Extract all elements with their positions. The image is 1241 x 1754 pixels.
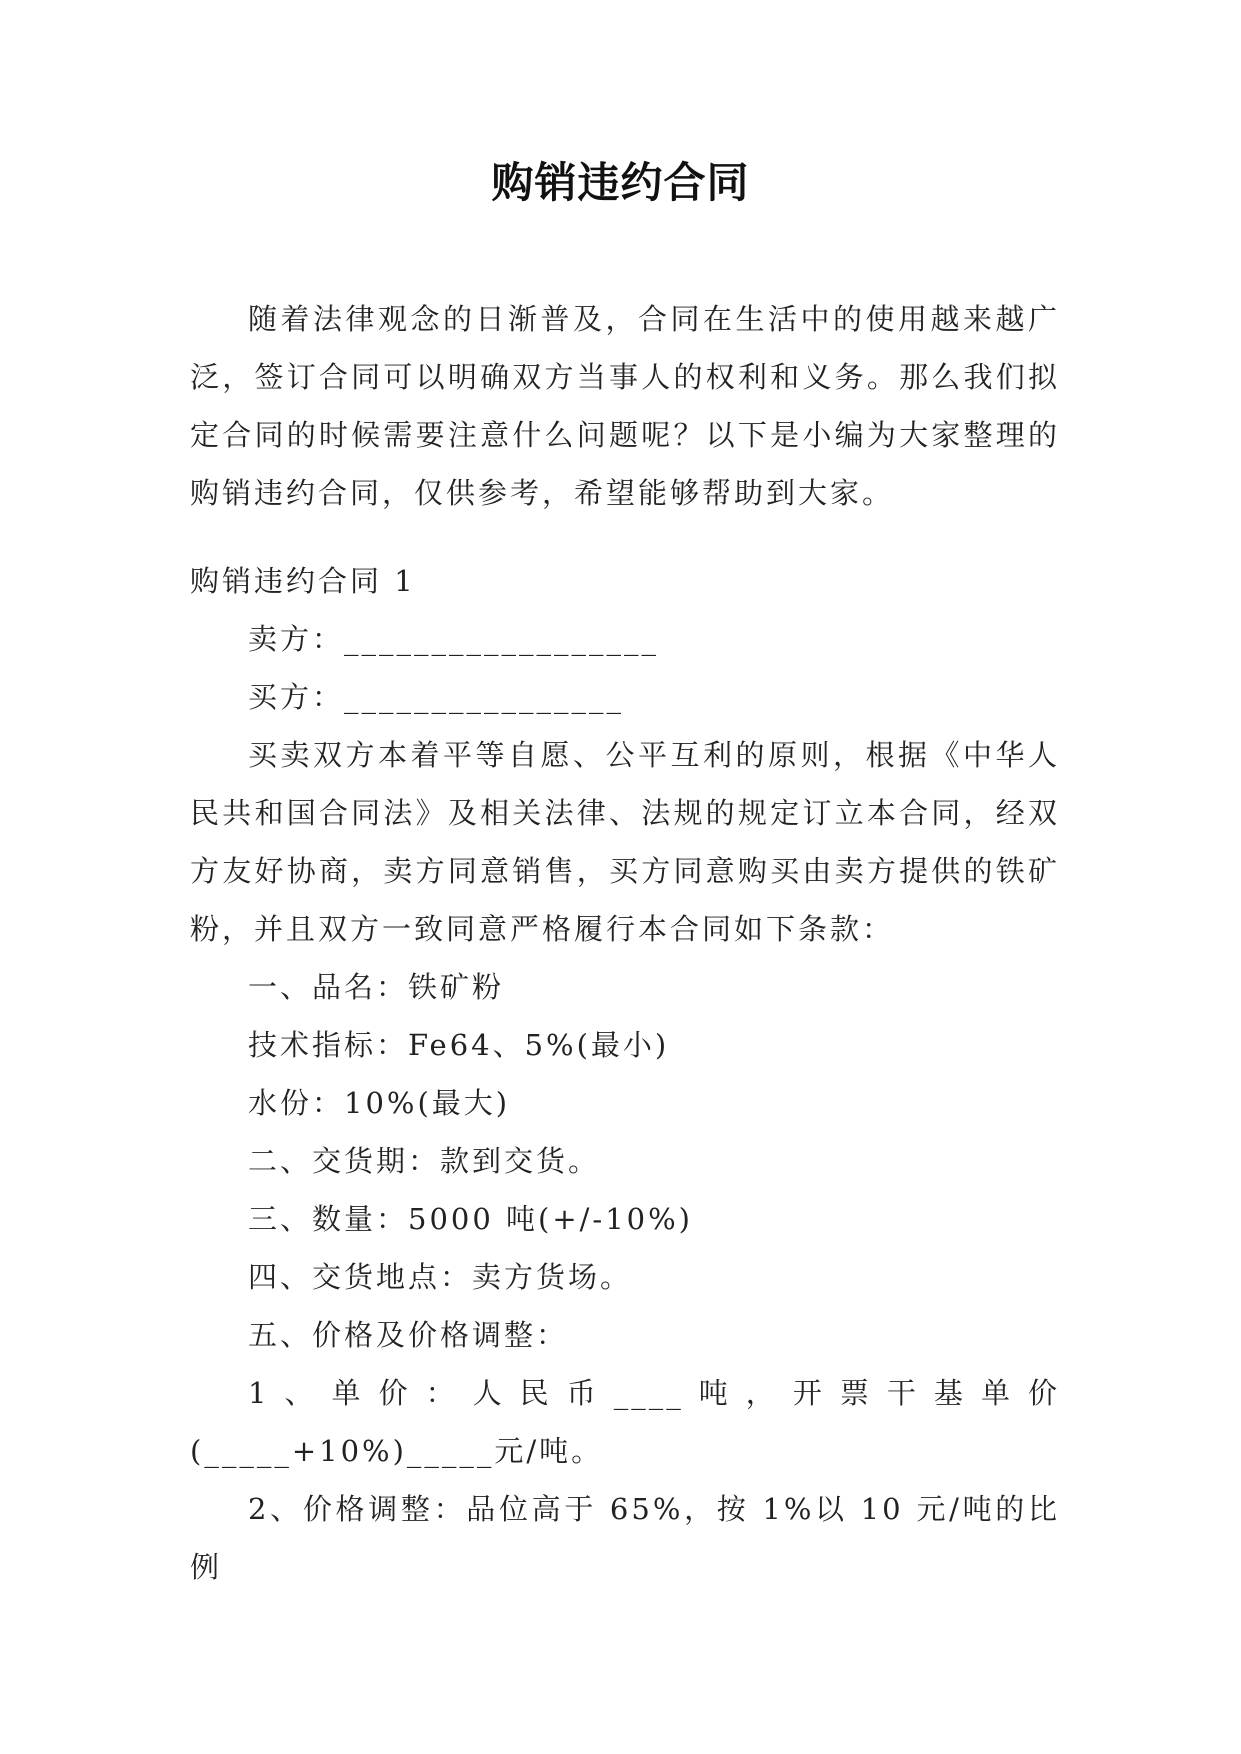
clause-delivery-place: 四、交货地点：卖方货场。 <box>248 1260 633 1294</box>
clause-product-name: 一、品名：铁矿粉 <box>248 970 505 1004</box>
clause-price-adjustment: 2、价格调整：品位高于 65%，按 1%以 10 元/吨的比例 <box>190 1492 1060 1584</box>
clause-price-heading: 五、价格及价格调整： <box>248 1318 569 1352</box>
clause-delivery-period: 二、交货期：款到交货。 <box>248 1144 601 1178</box>
clause-unit-price: 1、单价：人民币____吨，开票干基单价(_____+10%)_____元/吨。 <box>190 1376 1060 1468</box>
document-title: 购销违约合同 <box>491 158 750 207</box>
intro-paragraph: 随着法律观念的日渐普及，合同在生活中的使用越来越广泛，签订合同可以明确双方当事人的权利和义务。那么我们拟定合同的时候需要注意什么问题呢？以下是小编为大家整理的购销违约合同，仅供参考，希望能够帮助到大家。 <box>190 302 1060 510</box>
clause-moisture: 水份：10%(最大) <box>248 1086 511 1120</box>
clause-tech-spec: 技术指标：Fe64、5%(最小) <box>248 1028 670 1062</box>
preamble-paragraph: 买卖双方本着平等自愿、公平互利的原则，根据《中华人民共和国合同法》及相关法律、法规的规定订立本合同，经双方友好协商，卖方同意销售，买方同意购买由卖方提供的铁矿粉，并且双方一致同意严格履行本合同如下条款： <box>190 738 1060 946</box>
buyer-line: 买方：________________ <box>248 680 625 714</box>
document-body <box>190 290 1060 1596</box>
clause-quantity: 三、数量：5000 吨(+/-10%) <box>248 1202 693 1236</box>
contract-heading: 购销违约合同 1 <box>190 564 416 598</box>
seller-line: 卖方：__________________ <box>248 622 660 656</box>
